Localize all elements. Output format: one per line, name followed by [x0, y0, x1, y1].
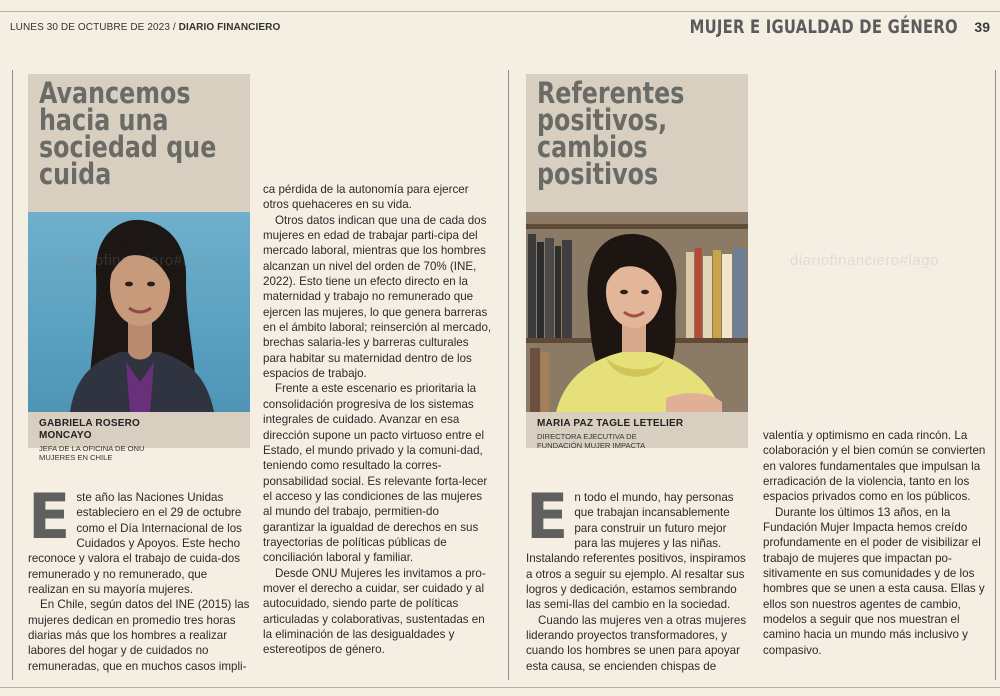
footer-rule [0, 687, 1000, 688]
column-rule-center [508, 70, 509, 680]
page-header [0, 0, 1000, 58]
right-author-name: MARIA PAZ TAGLE LETELIER [537, 418, 684, 429]
left-article-title: Avancemos hacia una sociedad que cuida [39, 76, 217, 191]
author-photo-maria-paz [526, 212, 748, 412]
left-article-column-1 [28, 480, 250, 674]
portrait-illustration-bookshelf [526, 212, 748, 412]
author-photo-gabriela [28, 212, 250, 412]
left-col1-paragraph-2: En Chile, según datos del INE (2015) las mujeres dedican en promedio tres horas diarias más que los hombres a realizar labores del hogar y de cuidados no remuneradas, que en muchos casos impli- [28, 598, 250, 673]
right-author-role-line1: DIRECTORA EJECUTIVA DE [537, 432, 637, 441]
left-col2-paragraph-4: Desde ONU Mujeres les invitamos a pro-mover el derecho a cuidar, ser cuidado y al autocuidado, siendo parte de políticas articuladas y colaborativas, sustentadas en la eliminación de las desigualdades y estereotipos de género. [263, 566, 486, 657]
left-col2-paragraph-2: Otros datos indican que una de cada dos mujeres en edad de trabajar parti-cipa del mercado laboral, mientras que los hombres alcanzan un nivel del orden de 70% (INE, 2022). Esto tiene un efecto directo en la maternidad y trabajo no remunerado que ejercen las mujeres, lo que genera barreras en el ámbito laboral; reinserción al mercado, brechas salaria-les y barreras culturales para habitar su maternidad dentro de los espacios de trabajo. [263, 213, 492, 381]
left-col2-paragraph-1: ca pérdida de la autonomía para ejercer otros quehaceres en su vida. [263, 183, 469, 212]
right-article-card [526, 74, 748, 448]
left-article-column-2 [263, 182, 493, 658]
left-col2-paragraph-3: Frente a este escenario es prioritaria la consolidación progresiva de los sistemas integrales de cuidado. Avanzar en esa dirección supone un pacto virtuoso entre el Estado, el mundo privado y la comuni-dad, teniendo como resultado la corres-ponsabilidad social. Es relevante forta-lecer el acceso y las condiciones de las mujeres al mundo del trabajo, permitien-do garantizar la igualdad de derechos en sus trayectorias de políticas públicas de conciliación laboral y familiar. [263, 382, 488, 565]
right-col2-paragraph-1: valentía y optimismo en cada rincón. La colaboración y el bien común se convierten en valores fundamentales que impulsan la erradicación de la violencia, tanto en los espacios privados como en los públicos. [763, 429, 986, 504]
publication-name: DIARIO FINANCIERO [178, 22, 281, 33]
column-rule-right [995, 70, 996, 680]
left-author-name-line1: GABRIELA ROSERO [39, 418, 140, 429]
portrait-illustration [28, 212, 250, 412]
left-col1-p1-text: ste año las Naciones Unidas estableciero en el 29 de octubre como el Día Internacional de los Cuidados y Apoyos. Este hecho reconoce y valora el trabajo de cuida-dos remunerado y no remunerado, que realizan en su mayoría mujeres. [28, 491, 242, 597]
left-author-name-line2: MONCAYO [39, 430, 92, 441]
left-author-role-line1: JEFA DE LA OFICINA DE ONU [39, 444, 145, 453]
right-article-column-2 [763, 428, 993, 658]
right-article-title: Referentes positivos, cambios positivos [537, 76, 685, 191]
right-author-role [537, 432, 645, 450]
right-article-column-1 [526, 480, 748, 674]
issue-date: LUNES 30 DE OCTUBRE DE 2023 [10, 22, 170, 33]
watermark-right: diariofinanciero#lago [790, 252, 939, 269]
right-col1-paragraph-2: Cuando las mujeres ven a otras mujeres liderando proyectos transformadores, y cuando los hombres se unen para apoyar esta causa, se encienden chispas de [526, 613, 747, 673]
dateline-separator: / [169, 22, 179, 33]
right-dropcap: E [526, 480, 569, 553]
left-author-role-line2: MUJERES EN CHILE [39, 453, 113, 462]
right-col1-p1-text: n todo el mundo, hay personas que trabajan incansablemente para construir un futuro mejor para las mujeres y las niñas. Instalando referentes positivos, inspiramos a otros a seguir su ejemplo. Al resaltar sus logros y dedicación, estamos sembrando las semi-llas del cambio en la sociedad. [526, 491, 746, 612]
header-dateline [10, 22, 280, 33]
page-number: 39 [974, 19, 990, 35]
column-rule-left [12, 70, 13, 680]
header-top-rule [0, 11, 1000, 12]
left-author-role [39, 444, 145, 462]
section-title: MUJER E IGUALDAD DE GÉNERO [689, 16, 958, 38]
right-author-role-line2: FUNDACIÓN MUJER IMPACTA [537, 441, 646, 450]
right-col2-paragraph-2: Durante los últimos 13 años, en la Fundación Mujer Impacta hemos creído profundamente en el poder de visibilizar el trabajo de mujeres que impactan po-sitivamente en sus comunidades y de los hombres que se unen a esta causa. Ellas y ellos son nuestros agentes de cambio, modelos a seguir que nos muestran el camino hacia un mundo más inclusivo y compasivo. [763, 505, 985, 657]
watermark-left: diariofinanciero#lago [64, 252, 213, 269]
left-author-name [39, 418, 140, 442]
right-col1-paragraph-1 [526, 480, 748, 613]
left-dropcap: E [28, 480, 71, 553]
left-col1-paragraph-1 [28, 480, 250, 597]
